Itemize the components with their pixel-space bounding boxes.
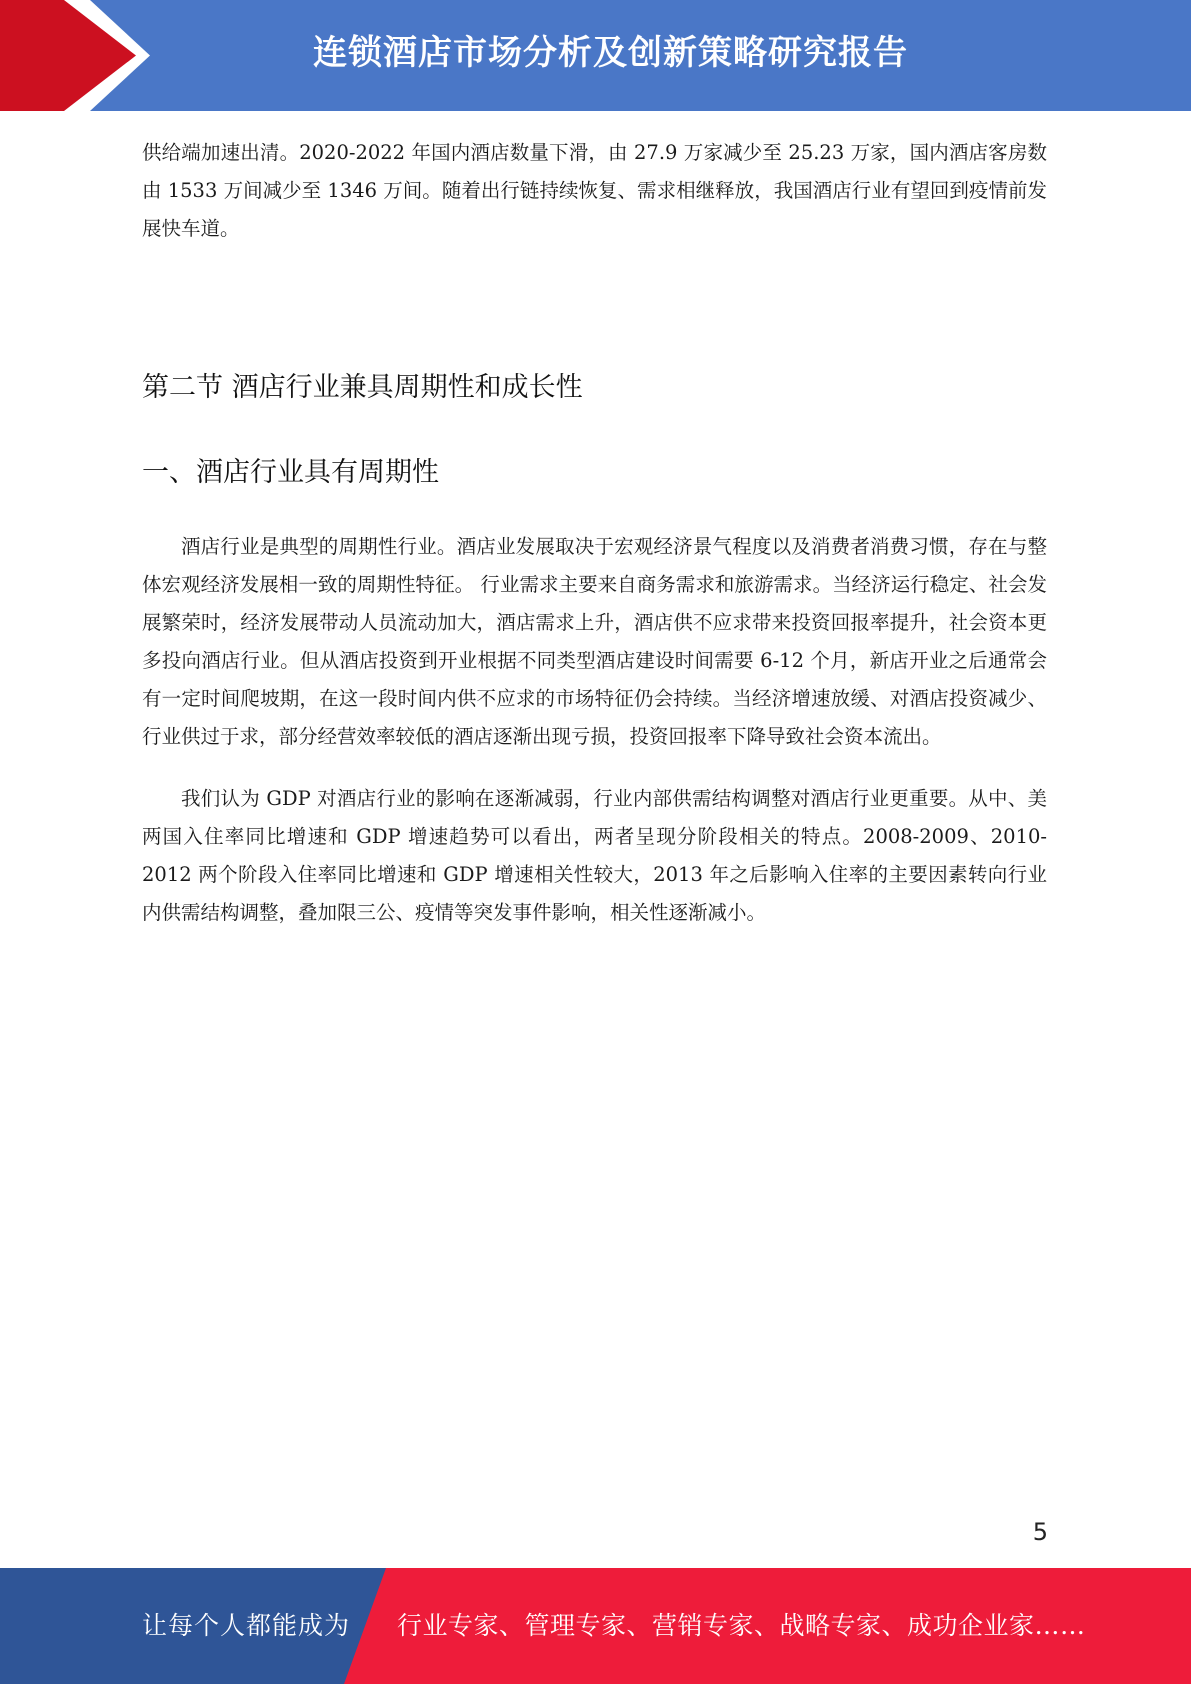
section-title: 第二节 酒店行业兼具周期性和成长性 [142, 372, 583, 403]
page-header [0, 0, 1191, 111]
intro-paragraph: 供给端加速出清。2020-2022 年国内酒店数量下滑，由 27.9 万家减少至 25.23 万家，国内酒店客房数由 1533 万间减少至 1346 万间。随着出行链持续恢复、需求相继释放，我国酒店行业有望回到疫情前发展快车道。 [142, 141, 1047, 240]
header-chevron-decoration [0, 0, 160, 111]
header-chevron-red [0, 0, 136, 111]
page-body [142, 134, 1047, 932]
document-title: 连锁酒店市场分析及创新策略研究报告 [313, 33, 908, 73]
footer-slogan-lead: 让每个人都能成为 [142, 1611, 351, 1640]
body-paragraph-1: 酒店行业是典型的周期性行业。酒店业发展取决于宏观经济景气程度以及消费者消费习惯，存在与整体宏观经济发展相一致的周期性特征。 行业需求主要来自商务需求和旅游需求。当经济运行稳定、社会发展繁荣时，经济发展带动人员流动加大，酒店需求上升，酒店供不应求带来投资回报率提升，社会资本更多投向酒店行业。但从酒店投资到开业根据不同类型酒店建设时间需要 6-12 个月，新店开业之后通常会有一定时间爬坡期，在这一段时间内供不应求的市场特征仍会持续。当经济增速放缓、对酒店投资减少、行业供过于求，部分经营效率较低的酒店逐渐出现亏损，投资回报率下降导致社会资本流出。 [142, 535, 1047, 748]
sub-section-title: 一、酒店行业具有周期性 [142, 457, 439, 488]
footer-slogan-roles: 行业专家、管理专家、营销专家、战略专家、成功企业家…… [397, 1611, 1086, 1640]
page-number: 5 [1032, 1518, 1048, 1546]
page-footer [0, 1568, 1191, 1684]
body-paragraph-2: 我们认为 GDP 对酒店行业的影响在逐渐减弱，行业内部供需结构调整对酒店行业更重要。从中、美两国入住率同比增速和 GDP 增速趋势可以看出，两者呈现分阶段相关的特点。2008-2009、2010-2012 两个阶段入住率同比增速和 GDP 增速相关性较大，2013 年之后影响入住率的主要因素转向行业内供需结构调整，叠加限三公、疫情等突发事件影响，相关性逐渐减小。 [142, 787, 1047, 924]
